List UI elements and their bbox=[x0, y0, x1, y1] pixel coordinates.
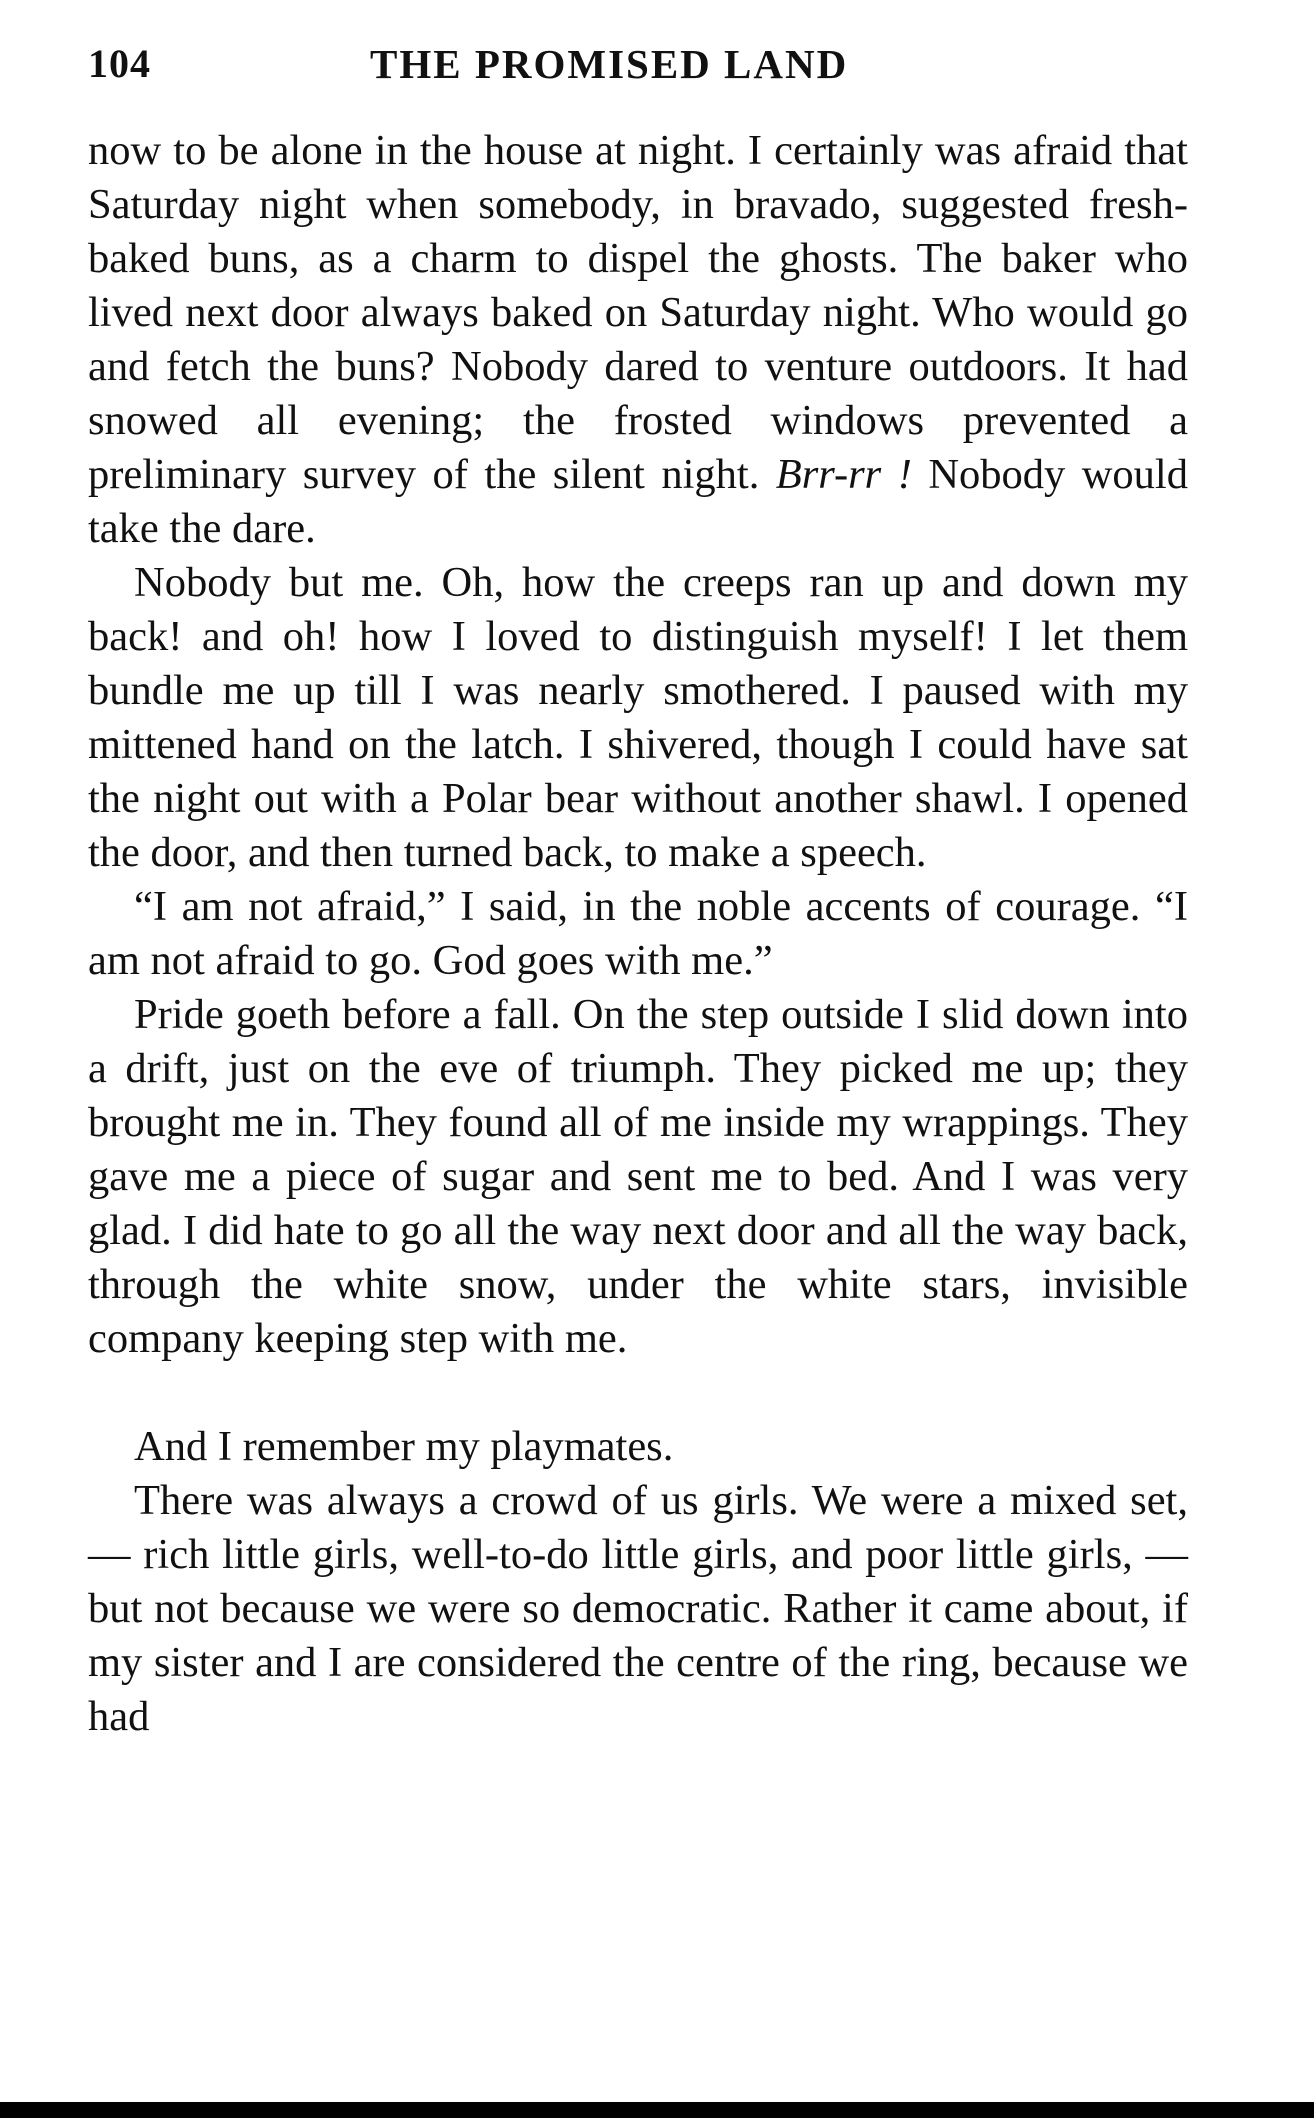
page-header bbox=[88, 40, 1188, 90]
paragraph-text: now to be alone in the house at night. I certainly was afraid that Saturday night when somebody, in bravado, suggested fresh-baked buns, as a charm to dispel the ghosts. The baker who lived next door always baked on Saturday night. Who would go and fetch the buns? Nobody dared to venture outdoors. It had snowed all evening; the frosted windows prevented a preliminary survey of the silent night. bbox=[88, 127, 1188, 498]
paragraph bbox=[88, 124, 1188, 556]
paragraph: “I am not afraid,” I said, in the noble accents of courage. “I am not afraid to go. God goes with me.” bbox=[88, 883, 1188, 984]
paragraph: And I remember my playmates. bbox=[134, 1423, 674, 1470]
paragraph-text: Nobody would take the dare. bbox=[88, 451, 1188, 552]
paragraph: Nobody but me. Oh, how the creeps ran up and down my back! and oh! how I loved to distinguish myself! I let them bundle me up till I was nearly smothered. I paused with my mittened hand on the latch. I shivered, though I could have sat the night out with a Polar bear without another shawl. I opened the door, and then turned back, to make a speech. bbox=[88, 559, 1188, 876]
page-number: 104 bbox=[88, 41, 151, 86]
body-text bbox=[88, 124, 1188, 1744]
running-head: THE PROMISED LAND bbox=[370, 41, 849, 87]
italic-exclamation: Brr-rr ! bbox=[775, 451, 912, 498]
section-break bbox=[88, 1366, 1188, 1420]
scan-bottom-edge bbox=[0, 2102, 1314, 2118]
paragraph: Pride goeth before a fall. On the step outside I slid down into a drift, just on the eve of triumph. They picked me up; they brought me in. They found all of me inside my wrappings. They gave me a piece of sugar and sent me to bed. And I was very glad. I did hate to go all the way next door and all the way back, through the white snow, under the white stars, invisible company keeping step with me. bbox=[88, 991, 1188, 1362]
paragraph: There was always a crowd of us girls. We were a mixed set, — rich little girls, well-to-do little girls, and poor little girls, — but not because we were so democratic. Rather it came about, if my sister and I are considered the centre of the ring, because we had bbox=[88, 1477, 1188, 1740]
